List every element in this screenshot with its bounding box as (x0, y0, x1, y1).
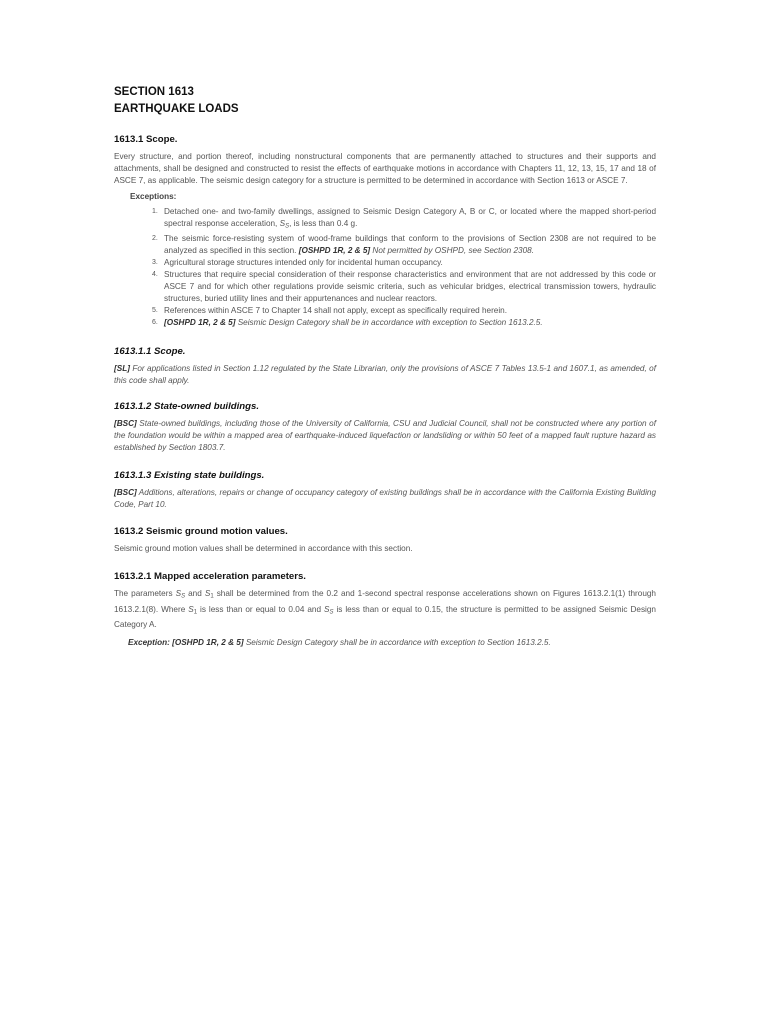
variable-s: S (279, 219, 286, 229)
agency-tag: [SL] (114, 363, 130, 373)
paragraph-text: State-owned buildings, including those of the University of California, CSU and Judicial Council, shall not be constructed where any portion of the foundation would be within a mapped area of earthquake-induced liquefaction or landsliding or within 50 feet of a mapped fault rupture hazard as established by Section 1803.7. (114, 419, 656, 453)
exception-item (114, 233, 656, 257)
variable-subscript: 1 (210, 593, 214, 600)
exception-item (114, 317, 656, 329)
paragraph-1613-2: Seismic ground motion values shall be determined in accordance with this section. (114, 544, 413, 554)
paragraph-1613-1-2 (114, 418, 656, 453)
variable-s: S (323, 604, 330, 614)
amendment-text: Seismic Design Category shall be in accordance with exception to Section 1613.2.5. (235, 317, 543, 327)
heading-1613-1-2: 1613.1.2 State-owned buildings. (114, 401, 260, 413)
exception-1613-2-1 (114, 637, 656, 649)
exception-number: 3. (152, 258, 158, 266)
exception-number: 1. (152, 208, 158, 216)
exception-text: Detached one- and two-family dwellings, assigned to Seismic Design Category A, B or C, or located where the mapped short-period spectral response acceleration, (164, 207, 656, 229)
paragraph-text: The parameters (114, 589, 176, 599)
paragraph-1613-1-3 (114, 487, 656, 511)
exception-item (114, 305, 656, 317)
paragraph-text: For applications listed in Section 1.12 regulated by the State Librarian, only the provisions of ASCE 7 Tables 13.5-1 and 1607.1, as amended, of this code shall apply. (114, 363, 656, 385)
exception-number: 5. (152, 306, 158, 314)
variable-subscript: S (285, 223, 290, 230)
heading-1613-1-1: 1613.1.1 Scope. (114, 345, 186, 357)
paragraph-text: is less than or equal to 0.04 and (197, 604, 324, 614)
exception-text: Seismic Design Category shall be in accordance with exception to Section 1613.2.5. (243, 637, 551, 647)
paragraph-text: is less than or equal to 0.15, the structure is permitted to be assigned Seismic Design Category A. (114, 604, 656, 629)
document-content (114, 84, 656, 649)
paragraph-text: Additions, alterations, repairs or change of occupancy category of existing buildings shall be in accordance with the California Existing Building Code, Part 10. (114, 487, 656, 509)
section-number: SECTION 1613 (114, 86, 194, 98)
variable-s: S (188, 604, 194, 614)
exception-text: Structures that require special consideration of their response characteristics and environment that are not addressed by this code or ASCE 7 and for which other regulations provide seismic criteria, such as vehicular bridges, electrical transmission towers, hydraulic structures, buried utility lines and their appurtenances and nuclear reactors. (164, 269, 656, 303)
amendment-tag: [OSHPD 1R, 2 & 5] (298, 245, 371, 255)
amendment-tag: [OSHPD 1R, 2 & 5] (164, 317, 236, 327)
variable-s: S (175, 589, 182, 599)
exceptions-label: Exceptions: (130, 192, 177, 202)
heading-1613-2: 1613.2 Seismic ground motion values. (114, 526, 288, 538)
heading-1613-1-3: 1613.1.3 Existing state buildings. (114, 469, 265, 481)
section-title: EARTHQUAKE LOADS (114, 103, 239, 115)
exception-number: 4. (152, 270, 158, 278)
exception-text: The seismic force-resisting system of wood-frame buildings that conform to the provisions of Section 2308 are not required to be analyzed as specified in this section. (164, 233, 656, 255)
exception-item (114, 206, 656, 233)
exception-text: , is less than 0.4 g. (289, 219, 358, 229)
paragraph-1613-2-1 (114, 588, 656, 630)
variable-s: S (204, 589, 211, 599)
exception-text: Agricultural storage structures intended only for incidental human occupancy. (164, 257, 443, 267)
agency-tag: [BSC] (114, 487, 137, 497)
paragraph-1613-1: Every structure, and portion thereof, including nonstructural components that are permanently attached to structures and their supports and attachments, shall be designed and constructed to resist the effects of earthquake motions in accordance with Chapters 11, 12, 13, 15, 17 and 18 of ASCE 7, as applicable. The seismic design category for a structure is permitted to be determined in accordance with Section 1613 or ASCE 7. (114, 152, 656, 185)
exception-label: Exception: [OSHPD 1R, 2 & 5] (128, 637, 244, 647)
paragraph-text: and (185, 589, 205, 599)
paragraph-text: shall be determined from the 0.2 and 1-second spectral response accelerations shown on Figures 1613.2.1(1) through 1613.2.1(8). Where (114, 589, 656, 614)
exception-text: References within ASCE 7 to Chapter 14 shall not apply, except as specifically required herein. (164, 305, 507, 315)
exception-item (114, 257, 656, 269)
variable-subscript: S (181, 593, 186, 600)
heading-1613-1: 1613.1 Scope. (114, 134, 178, 145)
exceptions-list (114, 206, 656, 329)
variable-subscript: S (329, 609, 334, 616)
agency-tag: [BSC] (114, 419, 137, 429)
variable-subscript: 1 (193, 609, 198, 616)
exception-item (114, 269, 656, 305)
amendment-text: Not permitted by OSHPD, see Section 2308. (370, 245, 534, 255)
exception-number: 6. (152, 318, 158, 326)
heading-1613-2-1: 1613.2.1 Mapped acceleration parameters. (114, 571, 306, 583)
paragraph-1613-1-1 (114, 363, 656, 387)
exception-number: 2. (152, 234, 158, 242)
